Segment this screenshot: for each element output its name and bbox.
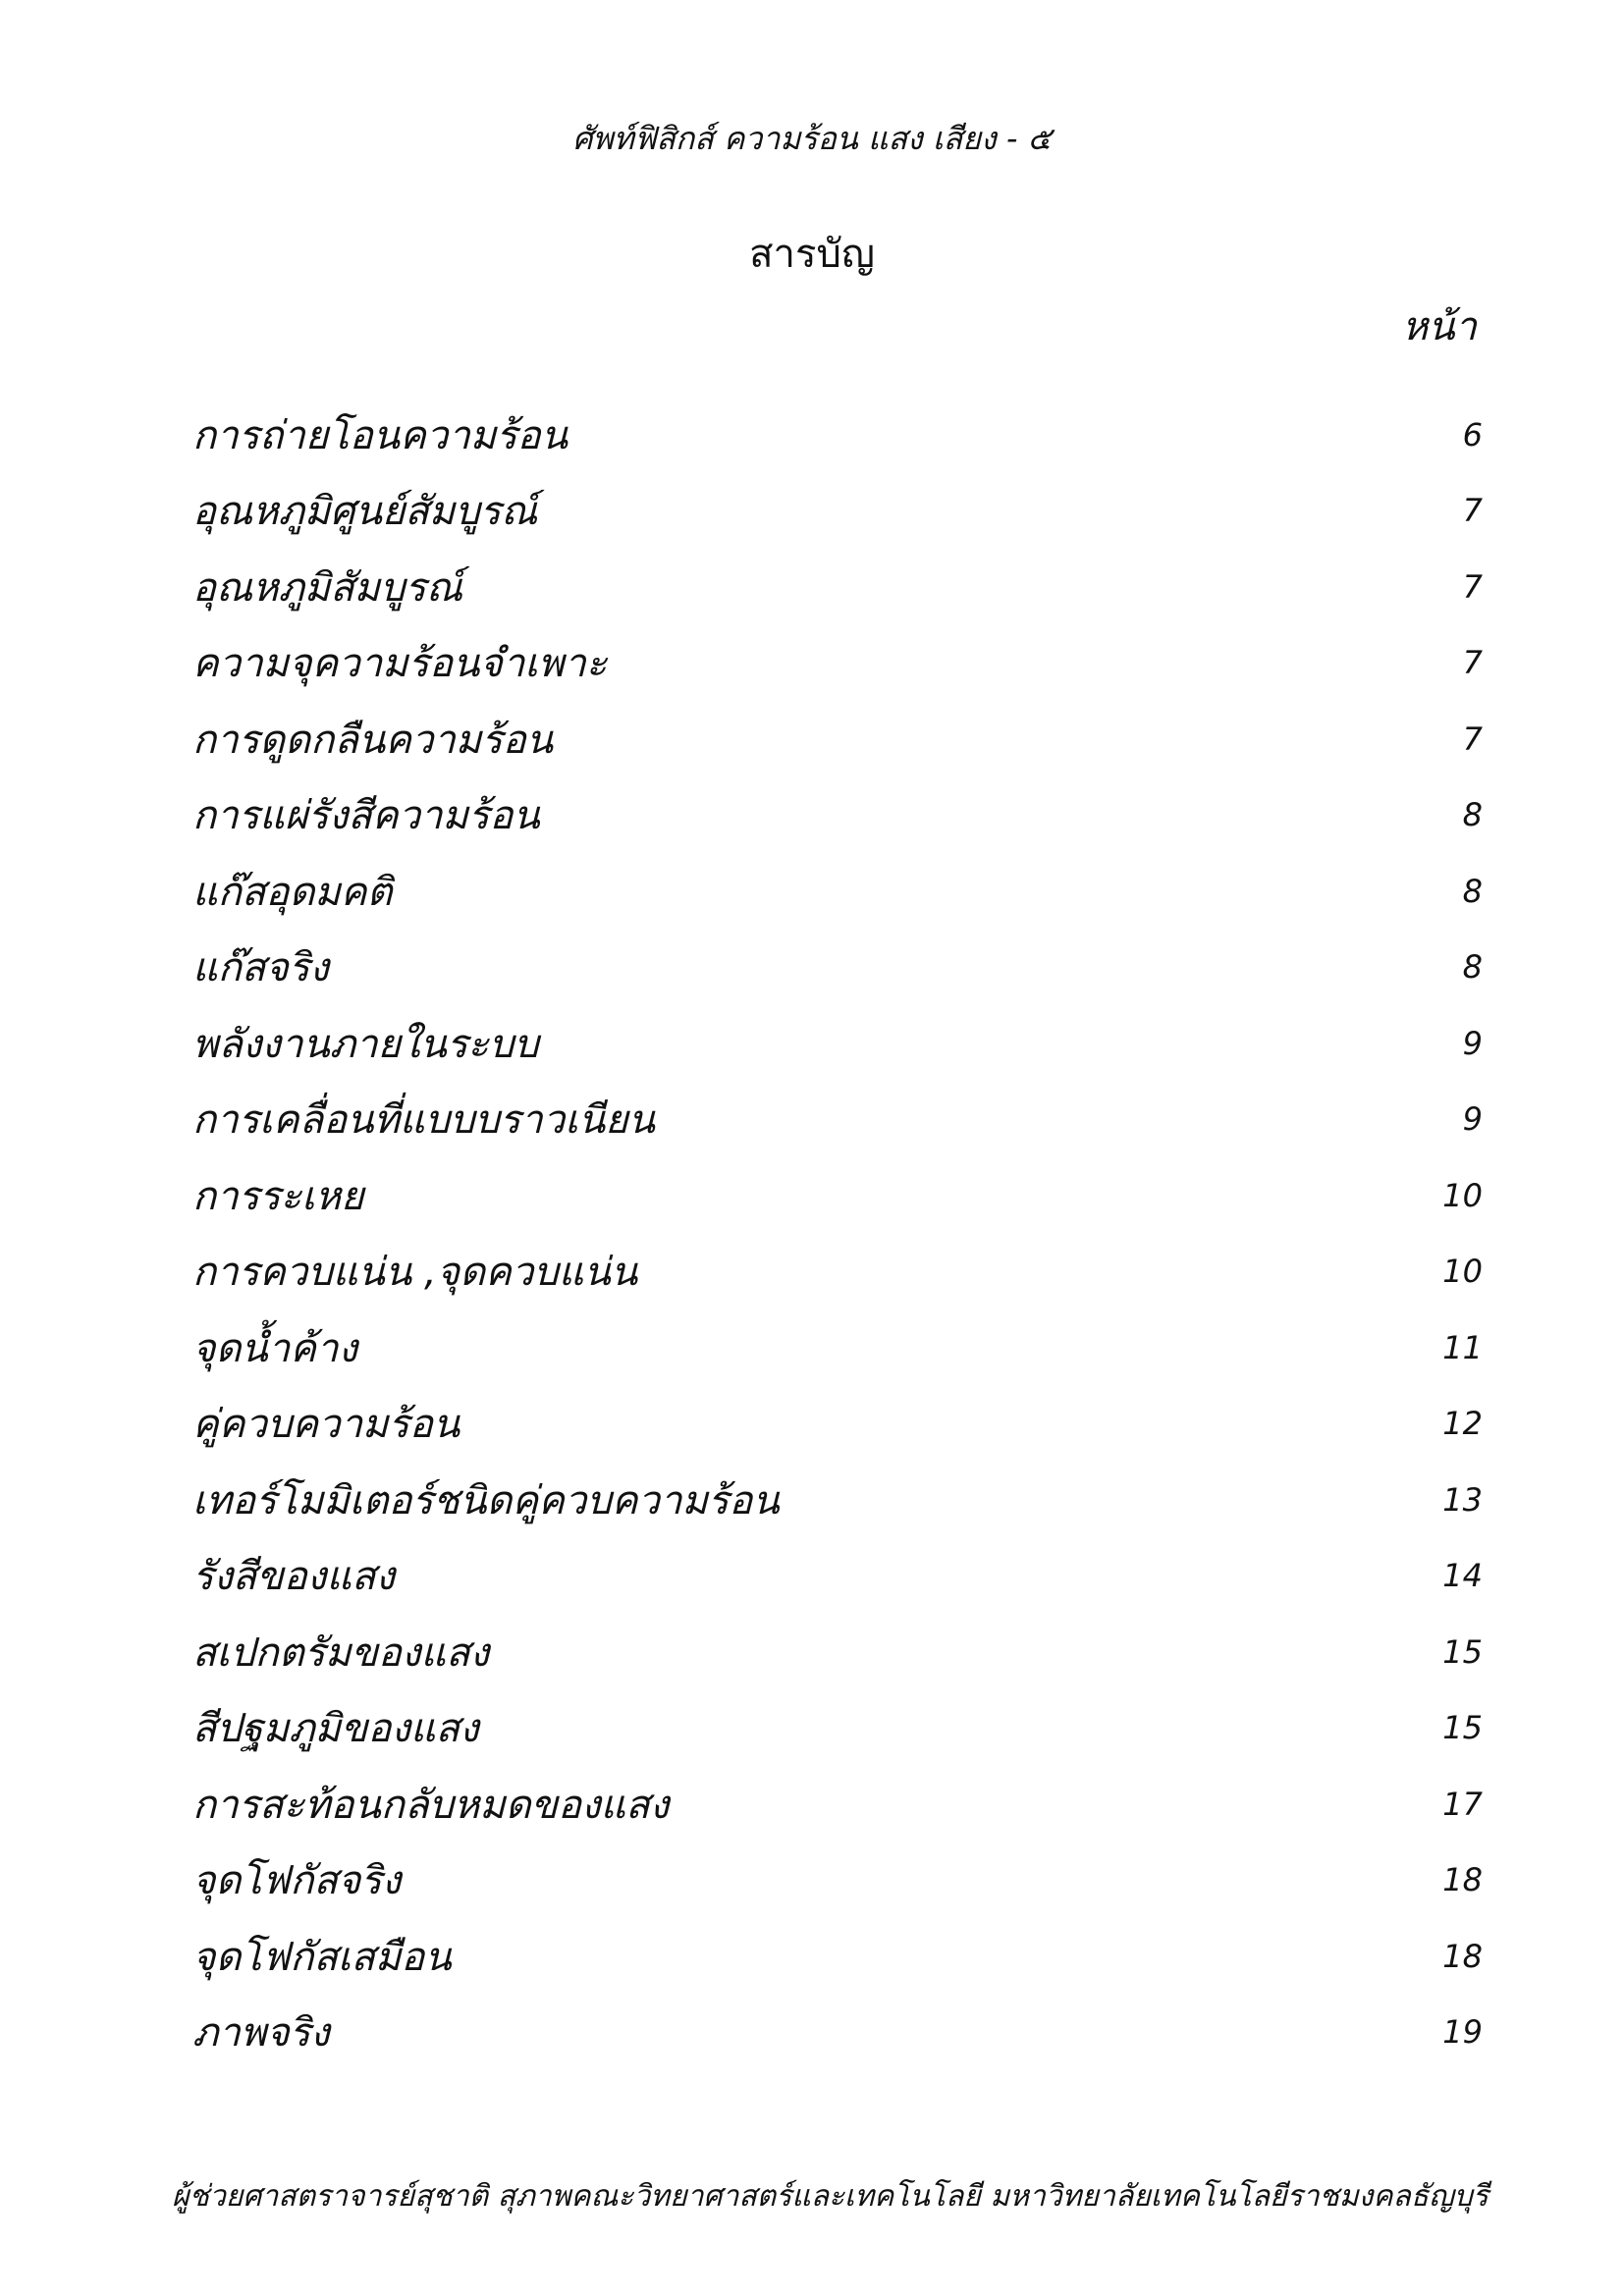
page-column-label: หน้า [1401, 304, 1477, 349]
toc-row[interactable] [192, 1842, 1483, 1919]
toc-entry-page: 6 [1462, 415, 1483, 454]
toc-entry-page: 8 [1462, 872, 1483, 910]
toc-entry-page: 18 [1442, 1861, 1483, 1899]
toc-row[interactable] [192, 1234, 1483, 1310]
toc-row[interactable] [192, 1309, 1483, 1386]
toc-entry-page: 8 [1462, 948, 1483, 987]
toc-entry-page: 7 [1462, 492, 1483, 530]
toc-entry-page: 15 [1442, 1632, 1483, 1671]
toc-entry-page: 9 [1462, 1024, 1483, 1062]
toc-entry-page: 12 [1442, 1405, 1483, 1443]
toc-entry-page: 10 [1442, 1176, 1483, 1214]
toc-entry-page: 9 [1462, 1100, 1483, 1139]
toc-row[interactable] [192, 853, 1483, 930]
toc-entry-title: คู่ควบความร้อน [192, 1402, 460, 1448]
toc-entry-title: แก๊สจริง [192, 945, 329, 991]
toc-row[interactable] [192, 1918, 1483, 1995]
table-of-contents [192, 397, 1483, 2070]
toc-entry-title: สีปฐมภูมิของแสง [192, 1706, 479, 1752]
toc-row[interactable] [192, 1082, 1483, 1158]
toc-entry-page: 13 [1442, 1480, 1483, 1519]
toc-entry-title: จุดโฟกัสจริง [192, 1858, 402, 1904]
toc-row[interactable] [192, 473, 1483, 550]
toc-entry-page: 10 [1442, 1253, 1483, 1291]
toc-row[interactable] [192, 1614, 1483, 1690]
toc-row[interactable] [192, 930, 1483, 1006]
toc-row[interactable] [192, 1005, 1483, 1082]
toc-entry-title: การถ่ายโอนความร้อน [192, 412, 568, 458]
toc-row[interactable] [192, 1690, 1483, 1767]
toc-row[interactable] [192, 777, 1483, 854]
toc-entry-page: 7 [1462, 567, 1483, 606]
toc-entry-page: 19 [1442, 2013, 1483, 2052]
toc-entry-page: 7 [1462, 720, 1483, 758]
toc-entry-title: รังสีของแสง [192, 1554, 396, 1600]
toc-entry-title: อุณหภูมิสัมบูรณ์ [192, 564, 462, 611]
page-title: สารบัญ [749, 232, 875, 277]
toc-entry-title: พลังงานภายในระบบ [192, 1021, 539, 1067]
toc-entry-title: การดูดกลืนความร้อน [192, 717, 554, 763]
footer-author: ผู้ช่วยศาสตราจารย์สุชาติ สุภาพ [172, 2179, 571, 2214]
toc-row[interactable] [192, 1766, 1483, 1842]
toc-entry-title: การระเหย [192, 1173, 364, 1219]
toc-entry-title: แก๊สอุดมคติ [192, 869, 393, 915]
toc-entry-title: การสะท้อนกลับหมดของแสง [192, 1782, 670, 1828]
toc-row[interactable] [192, 549, 1483, 625]
toc-entry-title: การเคลื่อนที่แบบบราวเนียน [192, 1097, 655, 1144]
footer-organization: คณะวิทยาศาสตร์และเทคโนโลยี มหาวิทยาลัยเทคโนโลยีราชมงคลธัญบุรี [570, 2179, 1489, 2214]
page-footer [172, 2173, 1488, 2219]
toc-entry-title: ภาพจริง [192, 2010, 330, 2056]
toc-row[interactable] [192, 1462, 1483, 1538]
toc-entry-page: 18 [1442, 1937, 1483, 1975]
toc-entry-page: 17 [1442, 1785, 1483, 1823]
toc-entry-title: การแผ่รังสีความร้อน [192, 793, 540, 839]
toc-entry-title: เทอร์โมมิเตอร์ชนิดคู่ควบความร้อน [192, 1477, 780, 1523]
toc-entry-title: สเปกตรัมของแสง [192, 1629, 490, 1676]
toc-row[interactable] [192, 1995, 1483, 2071]
toc-entry-title: การควบแน่น ,จุดควบแน่น [192, 1250, 638, 1296]
toc-entry-page: 7 [1462, 644, 1483, 682]
toc-entry-page: 14 [1442, 1557, 1483, 1595]
toc-entry-title: จุดโฟกัสเสมือน [192, 1934, 452, 1980]
toc-entry-title: ความจุความร้อนจำเพาะ [192, 641, 608, 687]
toc-entry-page: 11 [1442, 1328, 1483, 1366]
toc-entry-title: อุณหภูมิศูนย์สัมบูรณ์ [192, 489, 538, 535]
toc-row[interactable] [192, 1386, 1483, 1463]
toc-row[interactable] [192, 1538, 1483, 1615]
toc-row[interactable] [192, 397, 1483, 473]
toc-row[interactable] [192, 625, 1483, 702]
toc-entry-page: 15 [1442, 1709, 1483, 1747]
toc-row[interactable] [192, 701, 1483, 777]
toc-entry-page: 8 [1462, 796, 1483, 834]
toc-entry-title: จุดน้ำค้าง [192, 1325, 357, 1371]
toc-row[interactable] [192, 1157, 1483, 1234]
running-header: ศัพท์ฟิสิกส์ ความร้อน แสง เสียง - ๕ [572, 120, 1052, 157]
